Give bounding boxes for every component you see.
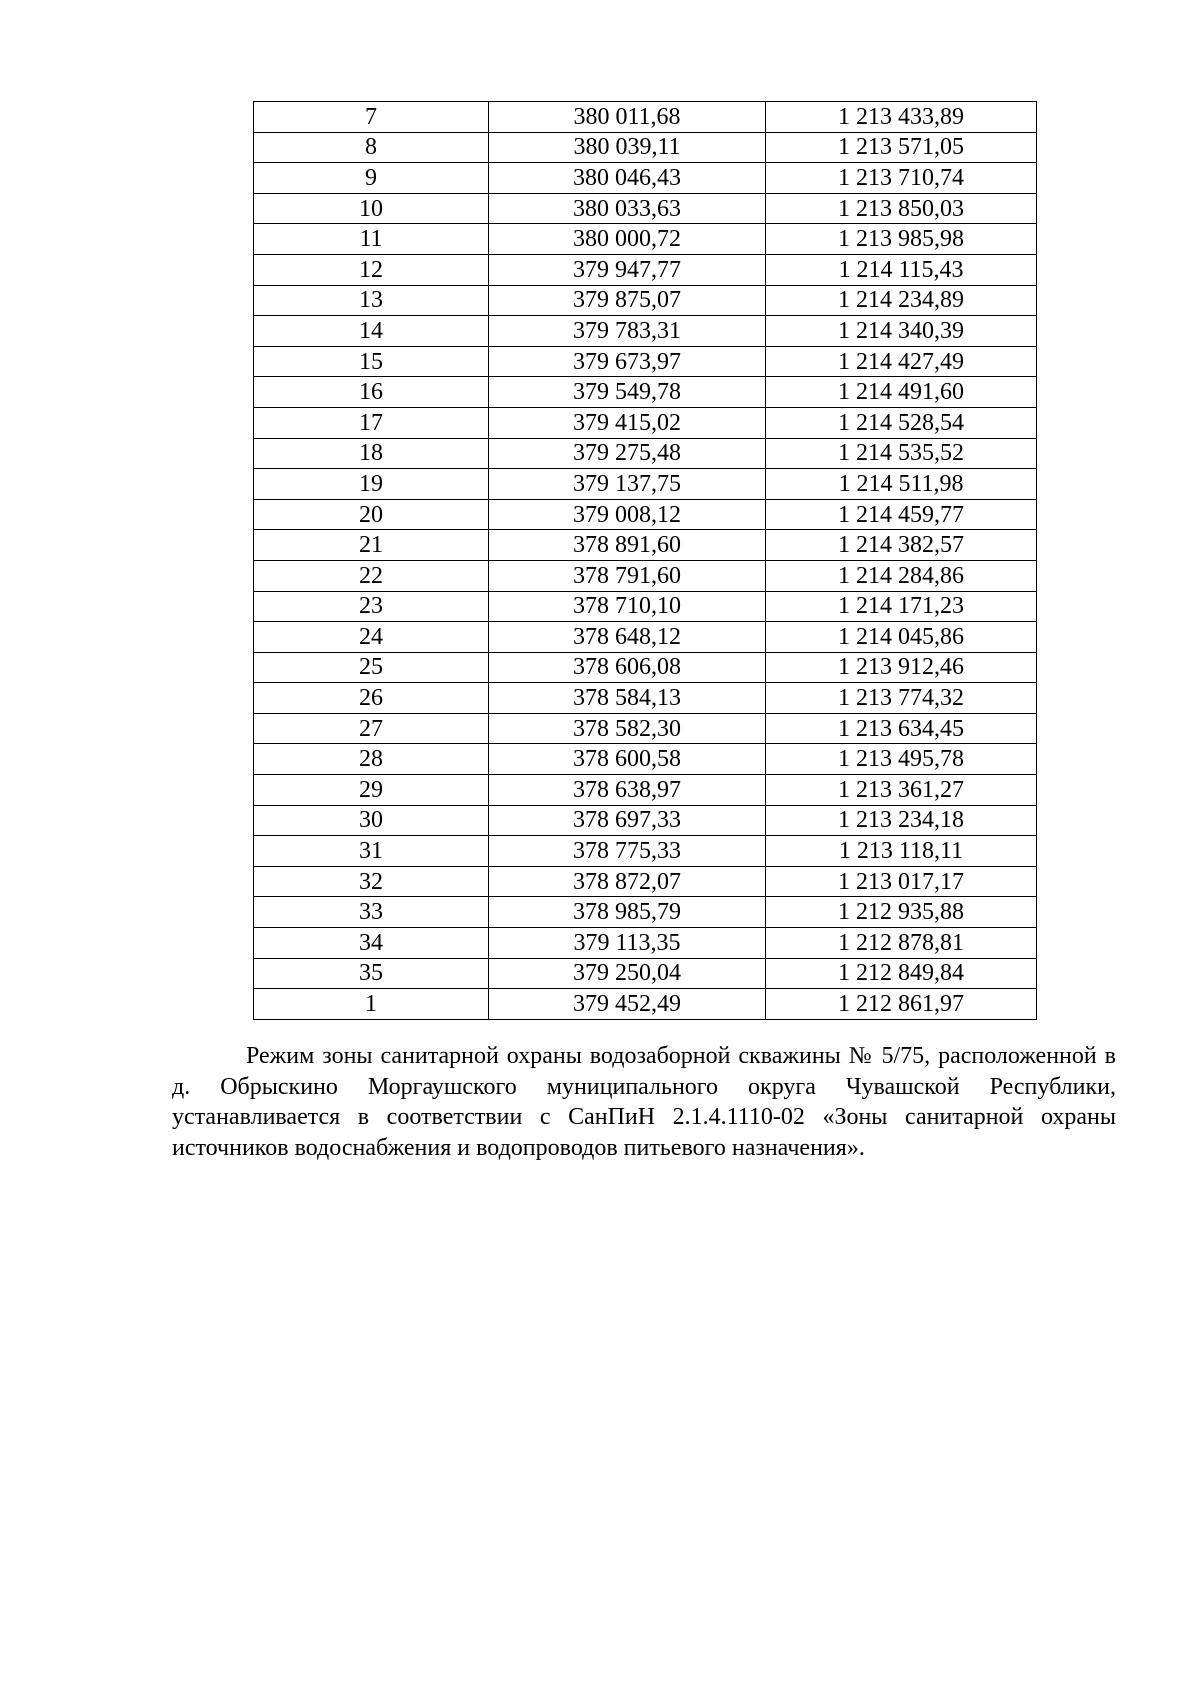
point-number-cell: 14 [254, 316, 489, 347]
point-number-cell: 9 [254, 163, 489, 194]
x-coordinate-cell: 379 947,77 [489, 254, 766, 285]
y-coordinate-cell: 1 214 511,98 [766, 469, 1037, 500]
x-coordinate-cell: 379 875,07 [489, 285, 766, 316]
y-coordinate-cell: 1 214 045,86 [766, 622, 1037, 653]
x-coordinate-cell: 378 638,97 [489, 775, 766, 806]
table-row [254, 407, 1037, 438]
x-coordinate-cell: 378 791,60 [489, 560, 766, 591]
point-number-cell: 11 [254, 224, 489, 255]
table-row [254, 805, 1037, 836]
point-number-cell: 10 [254, 193, 489, 224]
point-number-cell: 27 [254, 713, 489, 744]
table-row [254, 499, 1037, 530]
point-number-cell: 25 [254, 652, 489, 683]
x-coordinate-cell: 380 039,11 [489, 132, 766, 163]
y-coordinate-cell: 1 213 433,89 [766, 102, 1037, 133]
table-row [254, 560, 1037, 591]
point-number-cell: 32 [254, 866, 489, 897]
point-number-cell: 22 [254, 560, 489, 591]
x-coordinate-cell: 380 033,63 [489, 193, 766, 224]
table-row [254, 163, 1037, 194]
y-coordinate-cell: 1 212 849,84 [766, 958, 1037, 989]
x-coordinate-cell: 379 275,48 [489, 438, 766, 469]
x-coordinate-cell: 378 775,33 [489, 836, 766, 867]
point-number-cell: 33 [254, 897, 489, 928]
x-coordinate-cell: 378 710,10 [489, 591, 766, 622]
table-row [254, 254, 1037, 285]
x-coordinate-cell: 380 000,72 [489, 224, 766, 255]
y-coordinate-cell: 1 213 118,11 [766, 836, 1037, 867]
coordinates-table [253, 101, 1037, 1020]
y-coordinate-cell: 1 214 234,89 [766, 285, 1037, 316]
table-row [254, 193, 1037, 224]
y-coordinate-cell: 1 214 459,77 [766, 499, 1037, 530]
x-coordinate-cell: 380 011,68 [489, 102, 766, 133]
x-coordinate-cell: 378 606,08 [489, 652, 766, 683]
y-coordinate-cell: 1 213 571,05 [766, 132, 1037, 163]
table-row [254, 683, 1037, 714]
point-number-cell: 35 [254, 958, 489, 989]
table-row [254, 897, 1037, 928]
point-number-cell: 8 [254, 132, 489, 163]
y-coordinate-cell: 1 214 340,39 [766, 316, 1037, 347]
table-row [254, 285, 1037, 316]
x-coordinate-cell: 378 582,30 [489, 713, 766, 744]
y-coordinate-cell: 1 212 935,88 [766, 897, 1037, 928]
x-coordinate-cell: 380 046,43 [489, 163, 766, 194]
y-coordinate-cell: 1 213 495,78 [766, 744, 1037, 775]
x-coordinate-cell: 379 415,02 [489, 407, 766, 438]
point-number-cell: 15 [254, 346, 489, 377]
x-coordinate-cell: 379 783,31 [489, 316, 766, 347]
table-row [254, 652, 1037, 683]
table-row [254, 866, 1037, 897]
point-number-cell: 30 [254, 805, 489, 836]
y-coordinate-cell: 1 213 985,98 [766, 224, 1037, 255]
y-coordinate-cell: 1 213 017,17 [766, 866, 1037, 897]
x-coordinate-cell: 378 872,07 [489, 866, 766, 897]
table-row [254, 346, 1037, 377]
point-number-cell: 31 [254, 836, 489, 867]
y-coordinate-cell: 1 213 361,27 [766, 775, 1037, 806]
table-row [254, 989, 1037, 1020]
table-row [254, 377, 1037, 408]
point-number-cell: 29 [254, 775, 489, 806]
x-coordinate-cell: 379 137,75 [489, 469, 766, 500]
x-coordinate-cell: 378 648,12 [489, 622, 766, 653]
y-coordinate-cell: 1 214 491,60 [766, 377, 1037, 408]
point-number-cell: 24 [254, 622, 489, 653]
table-row [254, 530, 1037, 561]
point-number-cell: 21 [254, 530, 489, 561]
x-coordinate-cell: 379 250,04 [489, 958, 766, 989]
x-coordinate-cell: 378 584,13 [489, 683, 766, 714]
x-coordinate-cell: 379 549,78 [489, 377, 766, 408]
table-row [254, 316, 1037, 347]
table-row [254, 132, 1037, 163]
y-coordinate-cell: 1 214 535,52 [766, 438, 1037, 469]
table-row [254, 775, 1037, 806]
point-number-cell: 1 [254, 989, 489, 1020]
x-coordinate-cell: 378 891,60 [489, 530, 766, 561]
point-number-cell: 34 [254, 928, 489, 959]
table-row [254, 928, 1037, 959]
table-row [254, 744, 1037, 775]
point-number-cell: 18 [254, 438, 489, 469]
table-row [254, 591, 1037, 622]
table-row [254, 469, 1037, 500]
y-coordinate-cell: 1 213 634,45 [766, 713, 1037, 744]
table-row [254, 224, 1037, 255]
point-number-cell: 23 [254, 591, 489, 622]
y-coordinate-cell: 1 214 382,57 [766, 530, 1037, 561]
x-coordinate-cell: 379 452,49 [489, 989, 766, 1020]
coordinates-table-body [254, 102, 1037, 1020]
y-coordinate-cell: 1 214 115,43 [766, 254, 1037, 285]
x-coordinate-cell: 379 008,12 [489, 499, 766, 530]
x-coordinate-cell: 379 113,35 [489, 928, 766, 959]
point-number-cell: 19 [254, 469, 489, 500]
table-row [254, 438, 1037, 469]
point-number-cell: 7 [254, 102, 489, 133]
table-row [254, 102, 1037, 133]
y-coordinate-cell: 1 214 171,23 [766, 591, 1037, 622]
y-coordinate-cell: 1 213 234,18 [766, 805, 1037, 836]
point-number-cell: 13 [254, 285, 489, 316]
point-number-cell: 16 [254, 377, 489, 408]
y-coordinate-cell: 1 214 528,54 [766, 407, 1037, 438]
y-coordinate-cell: 1 213 850,03 [766, 193, 1037, 224]
y-coordinate-cell: 1 214 427,49 [766, 346, 1037, 377]
point-number-cell: 28 [254, 744, 489, 775]
y-coordinate-cell: 1 213 710,74 [766, 163, 1037, 194]
point-number-cell: 26 [254, 683, 489, 714]
x-coordinate-cell: 378 600,58 [489, 744, 766, 775]
x-coordinate-cell: 378 697,33 [489, 805, 766, 836]
y-coordinate-cell: 1 212 878,81 [766, 928, 1037, 959]
point-number-cell: 17 [254, 407, 489, 438]
point-number-cell: 12 [254, 254, 489, 285]
y-coordinate-cell: 1 212 861,97 [766, 989, 1037, 1020]
y-coordinate-cell: 1 213 912,46 [766, 652, 1037, 683]
x-coordinate-cell: 379 673,97 [489, 346, 766, 377]
x-coordinate-cell: 378 985,79 [489, 897, 766, 928]
table-row [254, 958, 1037, 989]
y-coordinate-cell: 1 213 774,32 [766, 683, 1037, 714]
table-row [254, 622, 1037, 653]
y-coordinate-cell: 1 214 284,86 [766, 560, 1037, 591]
table-row [254, 713, 1037, 744]
regime-paragraph: Режим зоны санитарной охраны водозаборной скважины № 5/75, расположенной в д. Обрыскино Моргаушского муниципального округа Чувашской Республики, устанавливается в соответствии с СанПиН 2.1.4.1110-02 «Зоны санитарной охраны источников водоснабжения и водопроводов питьевого назначения». [172, 1043, 1116, 1161]
table-row [254, 836, 1037, 867]
point-number-cell: 20 [254, 499, 489, 530]
